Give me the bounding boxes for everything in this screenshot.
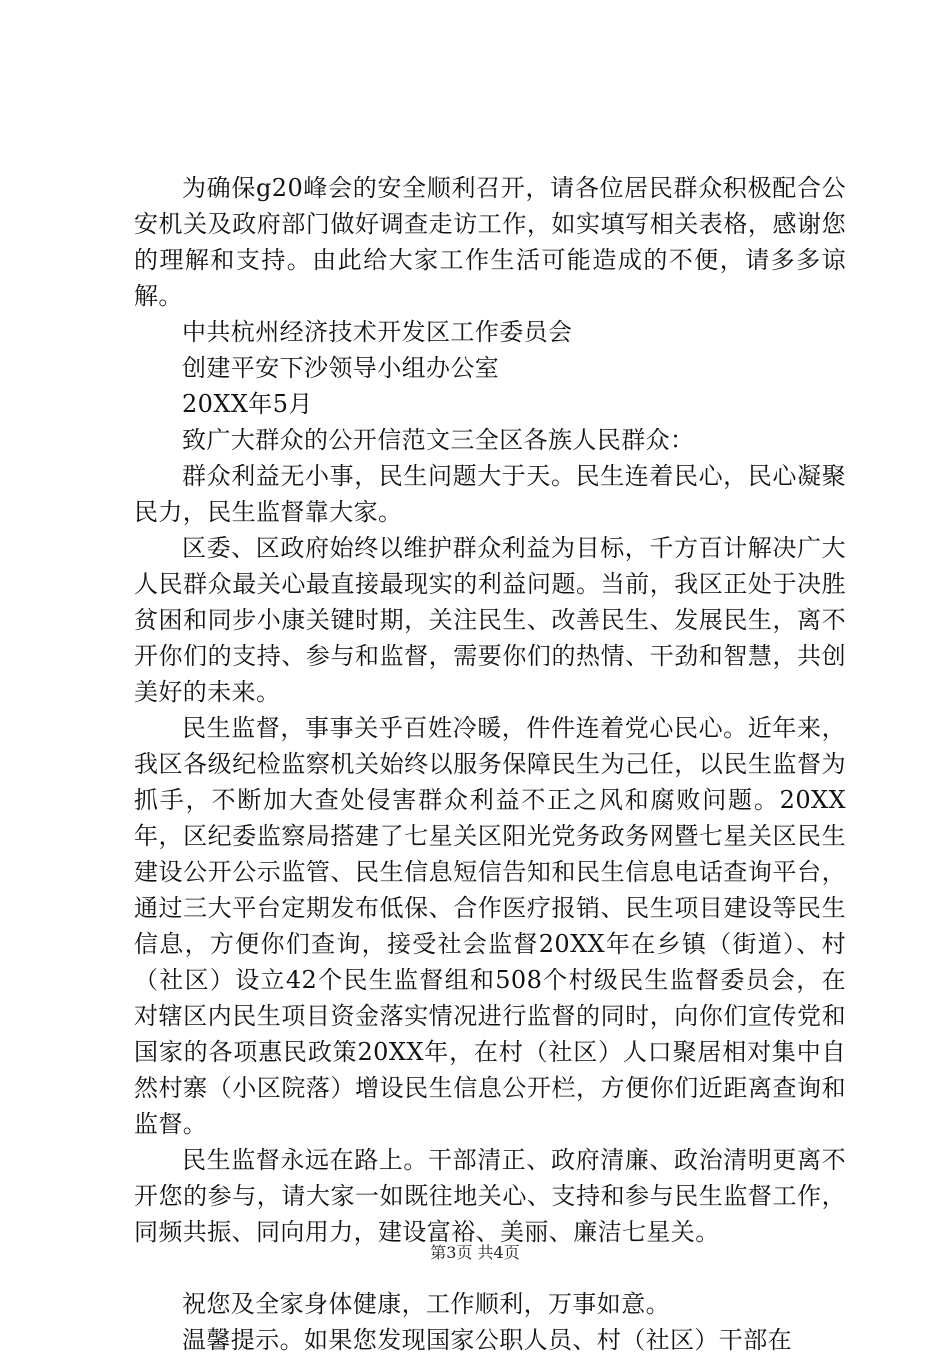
signature-date: 20XX年5月 [182,390,313,418]
signature-organization: 中共杭州经济技术开发区工作委员会 [182,318,573,346]
paragraph-wishes: 祝您及全家身体健康，工作顺利，万事如意。 [182,1290,670,1318]
document-body [134,170,846,1358]
signature-office: 创建平安下沙领导小组办公室 [182,354,500,382]
page-footer [0,1243,950,1263]
page-indicator: 第3页 共4页 [430,1243,520,1262]
paragraph-intro: 群众利益无小事，民生问题大于天。民生连着民心，民心凝聚民力，民生监督靠大家。 [134,462,846,526]
paragraph-reminder: 温馨提示。如果您发现国家公职人员、村（社区）干部在 [182,1326,792,1354]
paragraph-call-to-action: 民生监督永远在路上。干部清正、政府清廉、政治清明更离不开您的参与，请大家一如既往地关心、支持和参与民生监督工作，同频共振、同向用力，建设富裕、美丽、廉洁七星关。 [134,1146,846,1246]
paragraph-supervision: 民生监督，事事关乎百姓冷暖，件件连着党心民心。近年来，我区各级纪检监察机关始终以服务保障民生为己任，以民生监督为抓手，不断加大查处侵害群众利益不正之风和腐败问题。20XX年，区纪委监察局搭建了七星关区阳光党务政务网暨七星关区民生建设公开公示监管、民生信息短信告知和民生信息电话查询平台，通过三大平台定期发布低保、合作医疗报销、民生项目建设等民生信息，方便你们查询，接受社会监督20XX年在乡镇（街道）、村（社区）设立42个民生监督组和508个村级民生监督委员会，在对辖区内民生项目资金落实情况进行监督的同时，向你们宣传党和国家的各项惠民政策20XX年，在村（社区）人口聚居相对集中自然村寨（小区院落）增设民生信息公开栏，方便你们近距离查询和监督。 [134,714,846,1138]
paragraph-notice: 为确保g20峰会的安全顺利召开，请各位居民群众积极配合公安机关及政府部门做好调查走访工作，如实填写相关表格，感谢您的理解和支持。由此给大家工作生活可能造成的不便，请多多谅解。 [134,174,846,310]
paragraph-government: 区委、区政府始终以维护群众利益为目标，千方百计解决广大人民群众最关心最直接最现实的利益问题。当前，我区正处于决胜贫困和同步小康关键时期，关注民生、改善民生、发展民生，离不开你们的支持、参与和监督，需要你们的热情、干劲和智慧，共创美好的未来。 [134,534,846,706]
letter-salutation: 致广大群众的公开信范文三全区各族人民群众： [182,426,695,454]
